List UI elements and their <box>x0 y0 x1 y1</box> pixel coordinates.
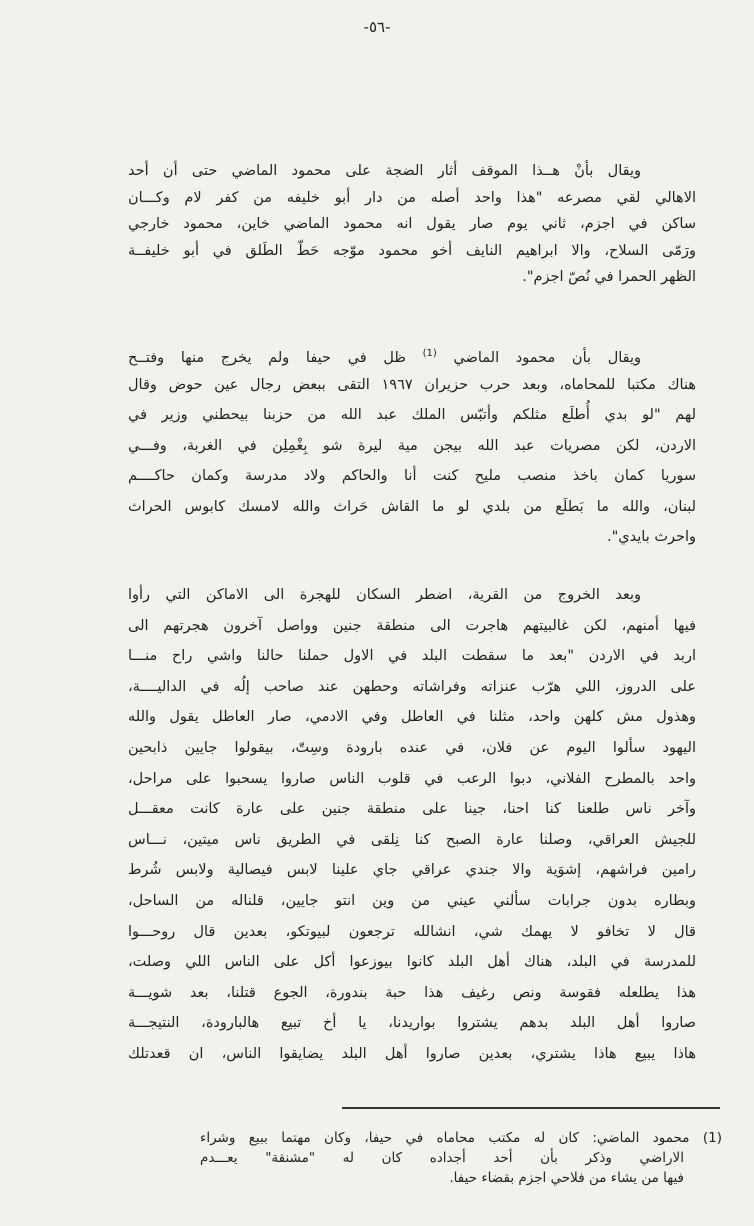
text-line <box>128 339 696 370</box>
text-line: الظهر الحمرا في نُصّ اجزم". <box>522 269 696 285</box>
text-line: للمدرسة في البلد، هناك أهل البلد كانوا بيوزعوا أكل على الناس اللي وصلت، <box>128 954 696 971</box>
text-line: للجيش العراقي، وصلنا عارة الصبح كنا نِلقى في الطريق ناس ميتين، نـــاس <box>128 831 696 848</box>
text-line: وبعد الخروج من القرية، اضطر السكان للهجرة الى الاماكن التي رأوا <box>128 587 641 603</box>
text-line: واحد بالمطرح الفلاني، دبوا الرعب في قلوب الناس صاروا يسحبوا على مراحل، <box>128 770 696 787</box>
footnote-line: الاراضي وذكر بأن أحد أجداده كان له "مشنقة" يعـــدم <box>200 1150 684 1166</box>
text-line: ساكن في اجزم، ثاني يوم صار يقول انه محمود الماضي خاين، محمود خارجي <box>128 216 696 232</box>
footnote-marker: (1) <box>422 348 437 359</box>
text-line: سوريا كمان باخذ منصب مليح كنت أنا والحاكم ولاد مدرسة وكمان حاكــــم <box>128 468 696 484</box>
text-line: فيها أمنهم، لكن غالبيتهم هاجرت الى منطقة جنين وواصل آخرون هجرتهم الى <box>128 617 696 634</box>
text-line: اربد في الاردن "بعد ما سقطت البلد في الاول حملنا حالنا واشي راح منـــا <box>128 648 696 665</box>
text-segment: ظل في حيفا ولم يخرج منها وفتــح <box>128 350 406 366</box>
text-line: واحرث بايدي". <box>607 529 696 545</box>
footnote-line: (1) محمود الماضي: كان له مكتب محاماه في حيفا، وكان مهتما ببيع وشراء <box>200 1130 722 1146</box>
text-segment: ويقال بأن محمود الماضي <box>453 350 642 366</box>
text-line: هناك مكتبا للمحاماه، وبعد حرب حزيران ١٩٦٧ التقى ببعض رجال عين حوض وقال <box>128 376 696 393</box>
text-line: هذا يطلعله فقوسة ونص رغيف هذا حبة بندورة، الجوع قتلنا، بعد شويـــة <box>128 984 696 1001</box>
text-line: وهذول مش كلهن واحد، مثلنا في العاطل وفي الادمي، صار العاطل يقول والله <box>128 709 696 726</box>
footnote-line: فيها من يشاء من فلاحي اجزم بقضاء حيفا. <box>449 1170 684 1186</box>
paragraph-3 <box>128 580 696 1070</box>
text-line: لهم "لو بدي أُطلَع مثلكم وأتبّس الملك عبد الله من حزبنا بيحطني وزير في <box>128 407 696 423</box>
text-line: ويقال بأنْ هــذا الموقف أثار الضجة على محمود الماضي حتى أن أحد <box>128 163 641 179</box>
text-line: اليهود سألوا اليوم عن فلان، في عنده بارودة وسِتّ، بيقولوا جايين ذابحين <box>128 739 696 756</box>
text-line: وبطاره بدون جرابات سألني عيني من وين انتو جايين، قلناله من الساحل، <box>128 892 696 909</box>
text-line: وآخر ناس طلعنا كنا احنا، جينا على منطقة جنين على عارة كانت معقـــل <box>128 801 696 818</box>
text-line: صاروا أهل البلد بدهم يشتروا بواريدنا، يا أخ تبيع هالبارودة، النتيجـــة <box>128 1015 696 1032</box>
text-line: ورَمّى السلاح، والا ابراهيم النايف أخو محمود موّجه حَطّ الطَلق في أبو خليفــة <box>128 242 696 259</box>
text-line: الاردن، لكن مصريات عبد الله بيجن مية ليرة شو بِغْمِلِن في الغربة، وفـــي <box>128 437 696 454</box>
page-number: -٥٦- <box>363 18 391 36</box>
footnote <box>200 1128 722 1188</box>
text-line: رامين فراشهم، إشوَية والا جندي عراقي جاي علينا لابس فيصالية ولابس شُرط <box>128 862 696 879</box>
text-line: قال لا تخافو لا يهمك شي، انشالله ترجعون لبيوتكو، بعدين قال روحـــوا <box>128 923 696 940</box>
paragraph-2 <box>128 339 696 553</box>
text-line: لبنان، والله ما بَطلَع من بلدي لو ما القاش حَراث والله لامسك كابوس الحراث <box>128 498 696 515</box>
text-line: هاذا يبيع هاذا يشتري، بعدين صاروا أهل البلد يضايقوا الناس، ان قعدتلك <box>128 1045 696 1062</box>
text-line: الاهالي لقي مصرعه "هذا واحد أصله من دار أبو خليفه من كفر لام وكـــان <box>128 189 696 206</box>
text-line: على الدروز، اللي هرّب عنزاته وفراشاته وحطهن عند صاحب إلُه في الداليــــة، <box>128 678 696 695</box>
paragraph-1 <box>128 158 696 291</box>
footnote-divider <box>342 1107 720 1109</box>
